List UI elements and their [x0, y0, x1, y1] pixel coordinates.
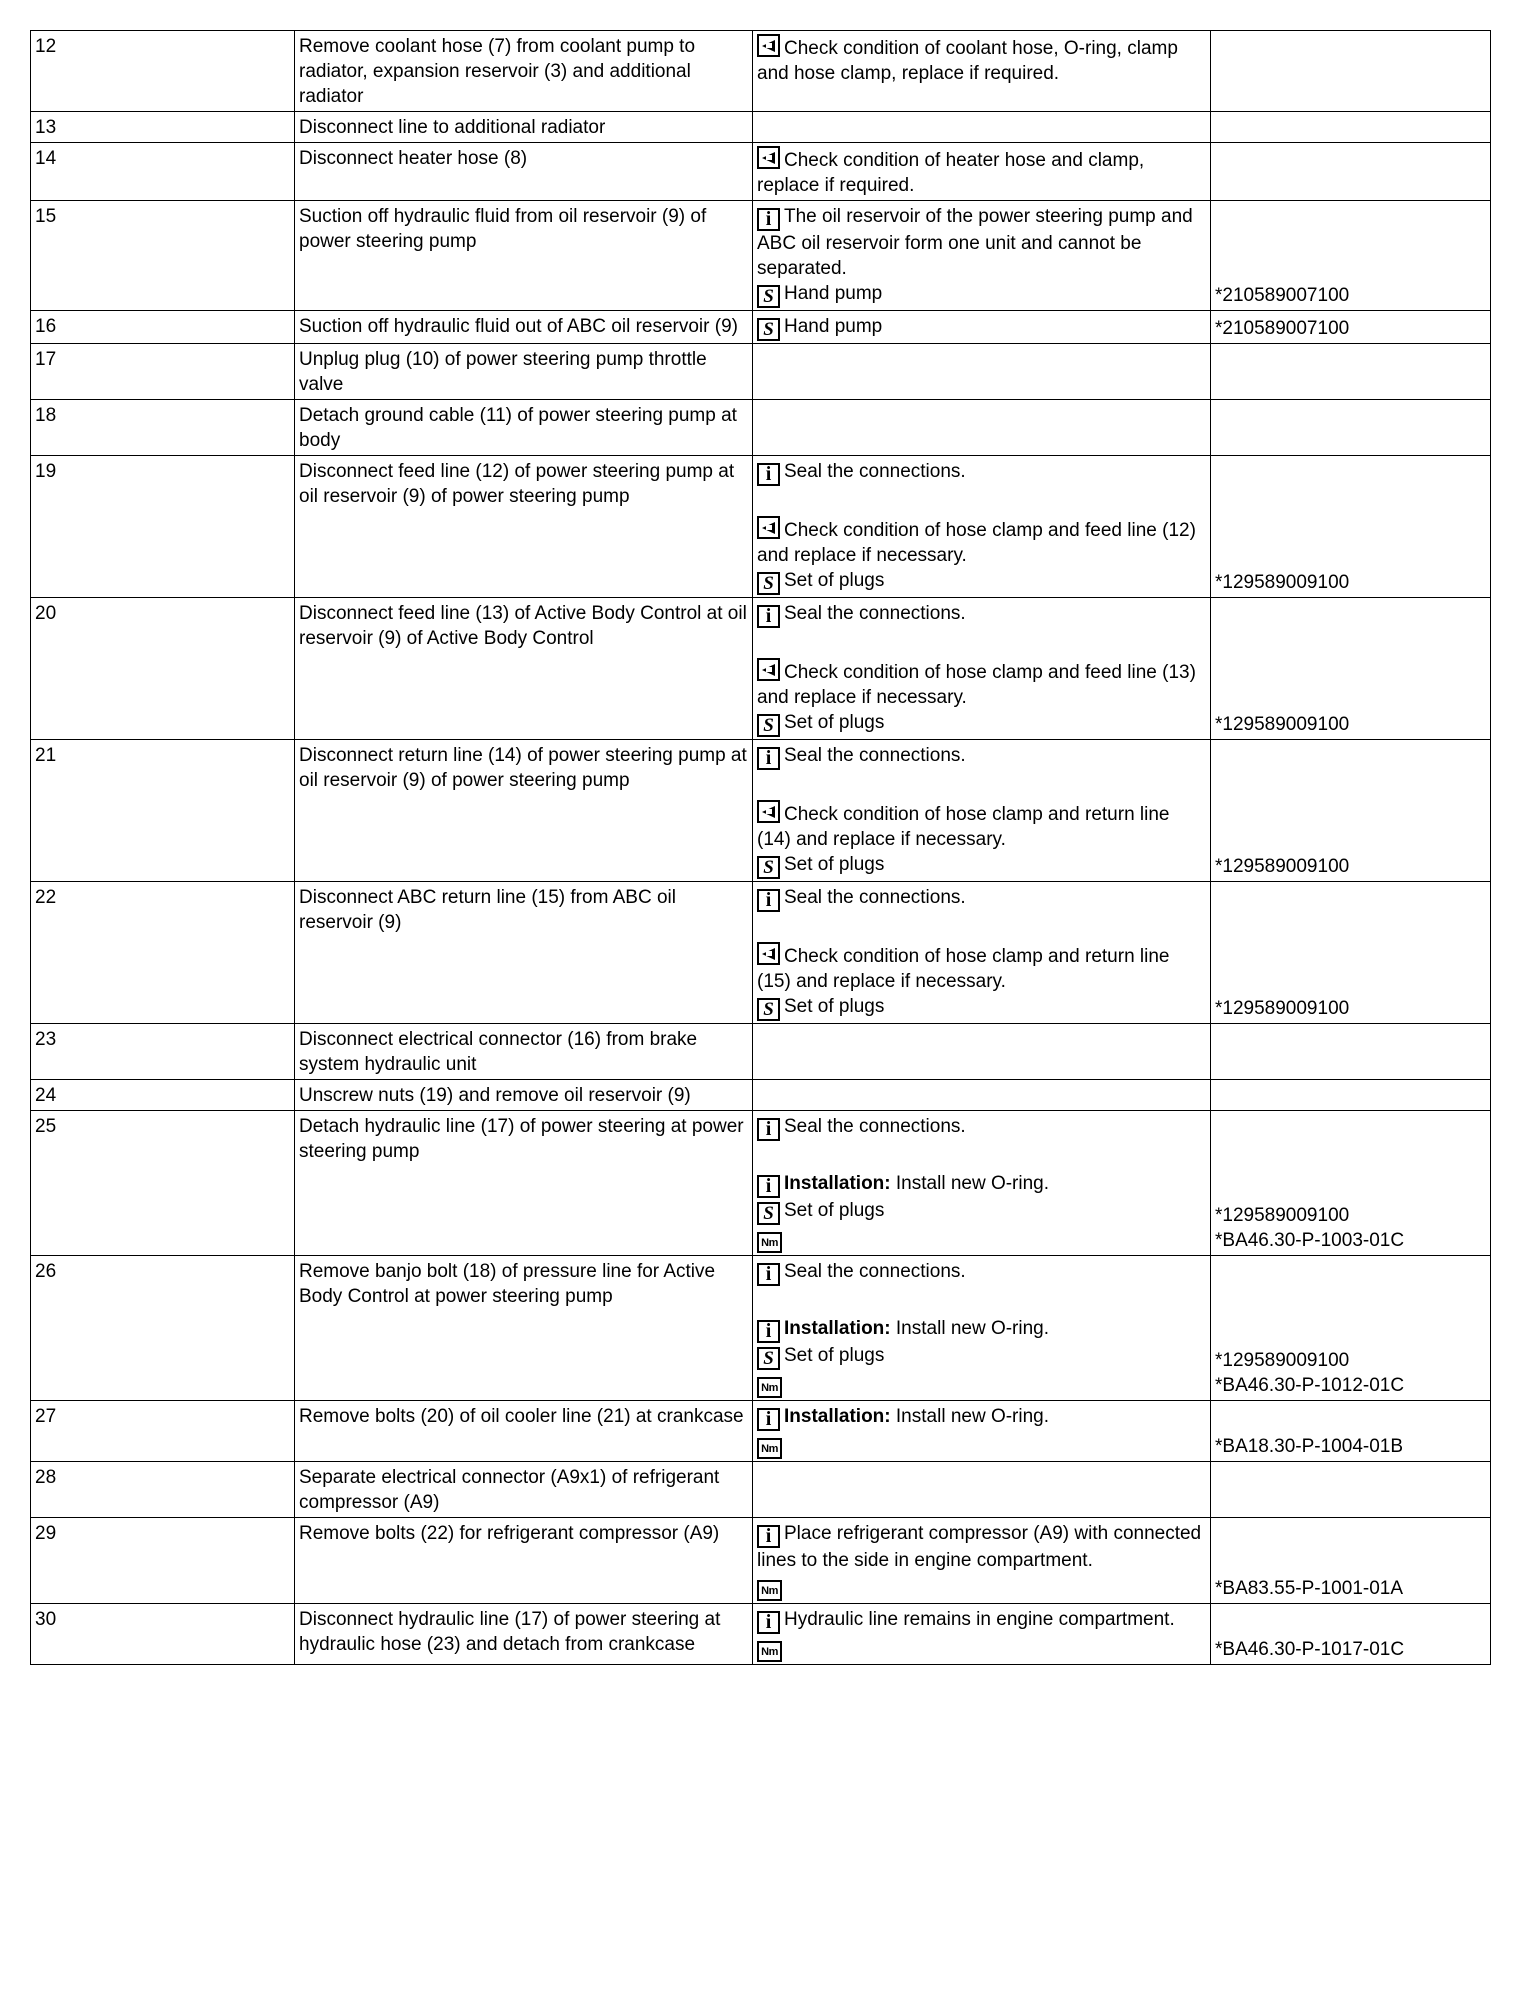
note-text: Hand pump	[784, 316, 883, 337]
step-description: Disconnect ABC return line (15) from ABC oil reservoir (9)	[295, 882, 753, 1024]
table-row	[31, 112, 1491, 143]
table-row	[31, 400, 1491, 456]
step-reference	[1211, 1518, 1491, 1604]
note-line	[757, 1573, 1206, 1601]
note-lead: Installation:	[784, 1318, 891, 1339]
note-line	[757, 204, 1206, 281]
step-notes	[753, 31, 1211, 112]
check-icon	[757, 146, 780, 169]
step-reference	[1211, 1604, 1491, 1665]
step-description: Detach hydraulic line (17) of power steering at power steering pump	[295, 1111, 753, 1256]
note-text: Place refrigerant compressor (A9) with connected lines to the side in engine compartment.	[757, 1523, 1202, 1571]
step-number: 22	[31, 882, 295, 1024]
step-description: Detach ground cable (11) of power steering pump at body	[295, 400, 753, 456]
reference-code: *BA46.30-P-1017-01C	[1215, 1639, 1405, 1660]
note-line	[757, 743, 1206, 770]
note-line	[757, 942, 1206, 994]
check-icon	[757, 800, 780, 823]
step-description: Disconnect return line (14) of power steering pump at oil reservoir (9) of power steering pump	[295, 740, 753, 882]
step-reference	[1211, 31, 1491, 112]
note-text: Set of plugs	[784, 1345, 885, 1366]
step-reference	[1211, 740, 1491, 882]
note-text: Check condition of hose clamp and feed line (12) and replace if necessary.	[757, 520, 1196, 566]
tool-icon: S	[757, 572, 780, 595]
note-text: Check condition of hose clamp and return line (14) and replace if necessary.	[757, 804, 1170, 850]
step-notes	[753, 456, 1211, 598]
nm-icon: Nm	[757, 1232, 782, 1253]
step-description: Disconnect feed line (13) of Active Body Control at oil reservoir (9) of Active Body Control	[295, 598, 753, 740]
note-text: Set of plugs	[784, 570, 885, 591]
step-notes	[753, 1111, 1211, 1256]
step-reference	[1211, 1080, 1491, 1111]
note-line	[757, 1431, 1206, 1459]
step-number: 21	[31, 740, 295, 882]
step-number: 14	[31, 143, 295, 201]
step-number: 24	[31, 1080, 295, 1111]
step-notes	[753, 882, 1211, 1024]
step-reference	[1211, 1256, 1491, 1401]
step-reference	[1211, 1111, 1491, 1256]
procedure-rows	[31, 31, 1491, 1665]
step-notes	[753, 1256, 1211, 1401]
procedure-table	[30, 30, 1491, 1665]
check-icon	[757, 658, 780, 681]
table-row	[31, 143, 1491, 201]
step-description: Unscrew nuts (19) and remove oil reservoir (9)	[295, 1080, 753, 1111]
note-line	[757, 852, 1206, 879]
reference-code: *210589007100	[1215, 285, 1350, 306]
step-notes	[753, 1024, 1211, 1080]
step-reference	[1211, 456, 1491, 598]
note-line	[757, 710, 1206, 737]
note-text: Install new O-ring.	[890, 1406, 1050, 1427]
info-icon: i	[757, 463, 780, 486]
info-icon: i	[757, 1320, 780, 1343]
info-icon: i	[757, 1408, 780, 1431]
note-text: Seal the connections.	[784, 461, 966, 482]
step-reference	[1211, 1462, 1491, 1518]
tool-icon: S	[757, 318, 780, 341]
step-notes	[753, 1401, 1211, 1462]
reference-code: *210589007100	[1215, 318, 1350, 339]
nm-icon: Nm	[757, 1580, 782, 1601]
check-icon	[757, 34, 780, 57]
step-reference	[1211, 143, 1491, 201]
table-row	[31, 882, 1491, 1024]
note-text: Hydraulic line remains in engine compartment.	[784, 1609, 1175, 1630]
reference-code: *BA46.30-P-1003-01C	[1215, 1230, 1405, 1251]
reference-code: *129589009100	[1215, 1205, 1350, 1226]
note-text: Check condition of hose clamp and return line (15) and replace if necessary.	[757, 946, 1170, 992]
note-line	[757, 1225, 1206, 1253]
step-notes	[753, 344, 1211, 400]
step-number: 18	[31, 400, 295, 456]
reference-code: *129589009100	[1215, 856, 1350, 877]
step-number: 17	[31, 344, 295, 400]
step-notes	[753, 740, 1211, 882]
step-reference	[1211, 598, 1491, 740]
note-text: Check condition of coolant hose, O-ring, clamp and hose clamp, replace if required.	[757, 38, 1178, 84]
step-description: Disconnect feed line (12) of power steering pump at oil reservoir (9) of power steering pump	[295, 456, 753, 598]
note-text: Seal the connections.	[784, 1116, 966, 1137]
table-row	[31, 1462, 1491, 1518]
reference-code: *BA83.55-P-1001-01A	[1215, 1578, 1404, 1599]
procedure-sheet	[30, 30, 1490, 1665]
step-number: 25	[31, 1111, 295, 1256]
reference-code: *BA46.30-P-1012-01C	[1215, 1375, 1405, 1396]
info-icon: i	[757, 889, 780, 912]
nm-icon: Nm	[757, 1377, 782, 1398]
step-description: Disconnect heater hose (8)	[295, 143, 753, 201]
tool-icon: S	[757, 998, 780, 1021]
note-line	[757, 1607, 1206, 1634]
table-row	[31, 1024, 1491, 1080]
info-icon: i	[757, 1263, 780, 1286]
note-line	[757, 1404, 1206, 1431]
info-icon: i	[757, 1611, 780, 1634]
tool-icon: S	[757, 1202, 780, 1225]
table-row	[31, 344, 1491, 400]
step-description: Remove banjo bolt (18) of pressure line for Active Body Control at power steering pump	[295, 1256, 753, 1401]
table-row	[31, 456, 1491, 598]
step-number: 26	[31, 1256, 295, 1401]
note-line	[757, 800, 1206, 852]
table-row	[31, 201, 1491, 311]
step-reference	[1211, 1401, 1491, 1462]
step-number: 12	[31, 31, 295, 112]
table-row	[31, 311, 1491, 344]
tool-icon: S	[757, 714, 780, 737]
tool-icon: S	[757, 856, 780, 879]
info-icon: i	[757, 605, 780, 628]
note-line	[757, 885, 1206, 912]
step-notes	[753, 1604, 1211, 1665]
step-notes	[753, 143, 1211, 201]
step-number: 16	[31, 311, 295, 344]
step-reference	[1211, 344, 1491, 400]
step-reference	[1211, 882, 1491, 1024]
step-description: Disconnect line to additional radiator	[295, 112, 753, 143]
step-description: Suction off hydraulic fluid out of ABC oil reservoir (9)	[295, 311, 753, 344]
note-line	[757, 568, 1206, 595]
note-line	[757, 516, 1206, 568]
info-icon: i	[757, 1525, 780, 1548]
reference-code: *129589009100	[1215, 714, 1350, 735]
step-notes	[753, 311, 1211, 344]
step-notes	[753, 112, 1211, 143]
step-description: Remove coolant hose (7) from coolant pump to radiator, expansion reservoir (3) and additional radiator	[295, 31, 753, 112]
step-number: 19	[31, 456, 295, 598]
table-row	[31, 31, 1491, 112]
step-notes	[753, 1518, 1211, 1604]
note-line	[757, 1198, 1206, 1225]
note-text: Set of plugs	[784, 996, 885, 1017]
step-description: Separate electrical connector (A9x1) of refrigerant compressor (A9)	[295, 1462, 753, 1518]
step-reference	[1211, 400, 1491, 456]
note-text: Set of plugs	[784, 1200, 885, 1221]
step-description: Suction off hydraulic fluid from oil reservoir (9) of power steering pump	[295, 201, 753, 311]
note-lead: Installation:	[784, 1406, 891, 1427]
note-line	[757, 281, 1206, 308]
reference-code: *129589009100	[1215, 1350, 1350, 1371]
note-line	[757, 1343, 1206, 1370]
step-notes	[753, 598, 1211, 740]
note-line	[757, 1171, 1206, 1198]
note-line	[757, 146, 1206, 198]
note-line	[757, 1259, 1206, 1286]
step-number: 20	[31, 598, 295, 740]
note-line	[757, 1634, 1206, 1662]
note-line	[757, 459, 1206, 486]
note-lead: Installation:	[784, 1173, 891, 1194]
note-line	[757, 601, 1206, 628]
step-notes	[753, 400, 1211, 456]
note-text: Hand pump	[784, 283, 883, 304]
reference-code: *129589009100	[1215, 572, 1350, 593]
note-text: Check condition of hose clamp and feed line (13) and replace if necessary.	[757, 662, 1196, 708]
step-notes	[753, 201, 1211, 311]
note-text: Install new O-ring.	[890, 1318, 1050, 1339]
check-icon	[757, 516, 780, 539]
step-reference	[1211, 1024, 1491, 1080]
step-reference	[1211, 311, 1491, 344]
table-row	[31, 1518, 1491, 1604]
note-text: The oil reservoir of the power steering pump and ABC oil reservoir form one unit and cannot be separated.	[757, 206, 1193, 279]
step-number: 23	[31, 1024, 295, 1080]
step-description: Disconnect electrical connector (16) from brake system hydraulic unit	[295, 1024, 753, 1080]
step-reference	[1211, 201, 1491, 311]
step-notes	[753, 1080, 1211, 1111]
info-icon: i	[757, 1175, 780, 1198]
note-line	[757, 994, 1206, 1021]
step-number: 27	[31, 1401, 295, 1462]
note-text: Seal the connections.	[784, 603, 966, 624]
note-text: Set of plugs	[784, 712, 885, 733]
note-line	[757, 1114, 1206, 1141]
note-text: Seal the connections.	[784, 1261, 966, 1282]
reference-code: *BA18.30-P-1004-01B	[1215, 1436, 1404, 1457]
step-number: 15	[31, 201, 295, 311]
step-number: 30	[31, 1604, 295, 1665]
nm-icon: Nm	[757, 1641, 782, 1662]
note-line	[757, 1370, 1206, 1398]
table-row	[31, 1604, 1491, 1665]
step-description: Disconnect hydraulic line (17) of power steering at hydraulic hose (23) and detach from crankcase	[295, 1604, 753, 1665]
info-icon: i	[757, 208, 780, 231]
step-notes	[753, 1462, 1211, 1518]
note-line	[757, 34, 1206, 86]
note-text: Install new O-ring.	[890, 1173, 1050, 1194]
table-row	[31, 1111, 1491, 1256]
info-icon: i	[757, 747, 780, 770]
step-number: 29	[31, 1518, 295, 1604]
note-text: Seal the connections.	[784, 887, 966, 908]
tool-icon: S	[757, 1347, 780, 1370]
note-text: Check condition of heater hose and clamp, replace if required.	[757, 150, 1145, 196]
table-row	[31, 598, 1491, 740]
note-line	[757, 658, 1206, 710]
step-description: Remove bolts (20) of oil cooler line (21) at crankcase	[295, 1401, 753, 1462]
reference-code: *129589009100	[1215, 998, 1350, 1019]
check-icon	[757, 942, 780, 965]
note-text: Set of plugs	[784, 854, 885, 875]
step-number: 13	[31, 112, 295, 143]
note-line	[757, 314, 1206, 341]
nm-icon: Nm	[757, 1438, 782, 1459]
table-row	[31, 740, 1491, 882]
step-reference	[1211, 112, 1491, 143]
tool-icon: S	[757, 285, 780, 308]
note-line	[757, 1521, 1206, 1573]
note-text: Seal the connections.	[784, 745, 966, 766]
note-line	[757, 1316, 1206, 1343]
table-row	[31, 1256, 1491, 1401]
step-description: Remove bolts (22) for refrigerant compressor (A9)	[295, 1518, 753, 1604]
info-icon: i	[757, 1118, 780, 1141]
step-number: 28	[31, 1462, 295, 1518]
table-row	[31, 1080, 1491, 1111]
table-row	[31, 1401, 1491, 1462]
step-description: Unplug plug (10) of power steering pump throttle valve	[295, 344, 753, 400]
